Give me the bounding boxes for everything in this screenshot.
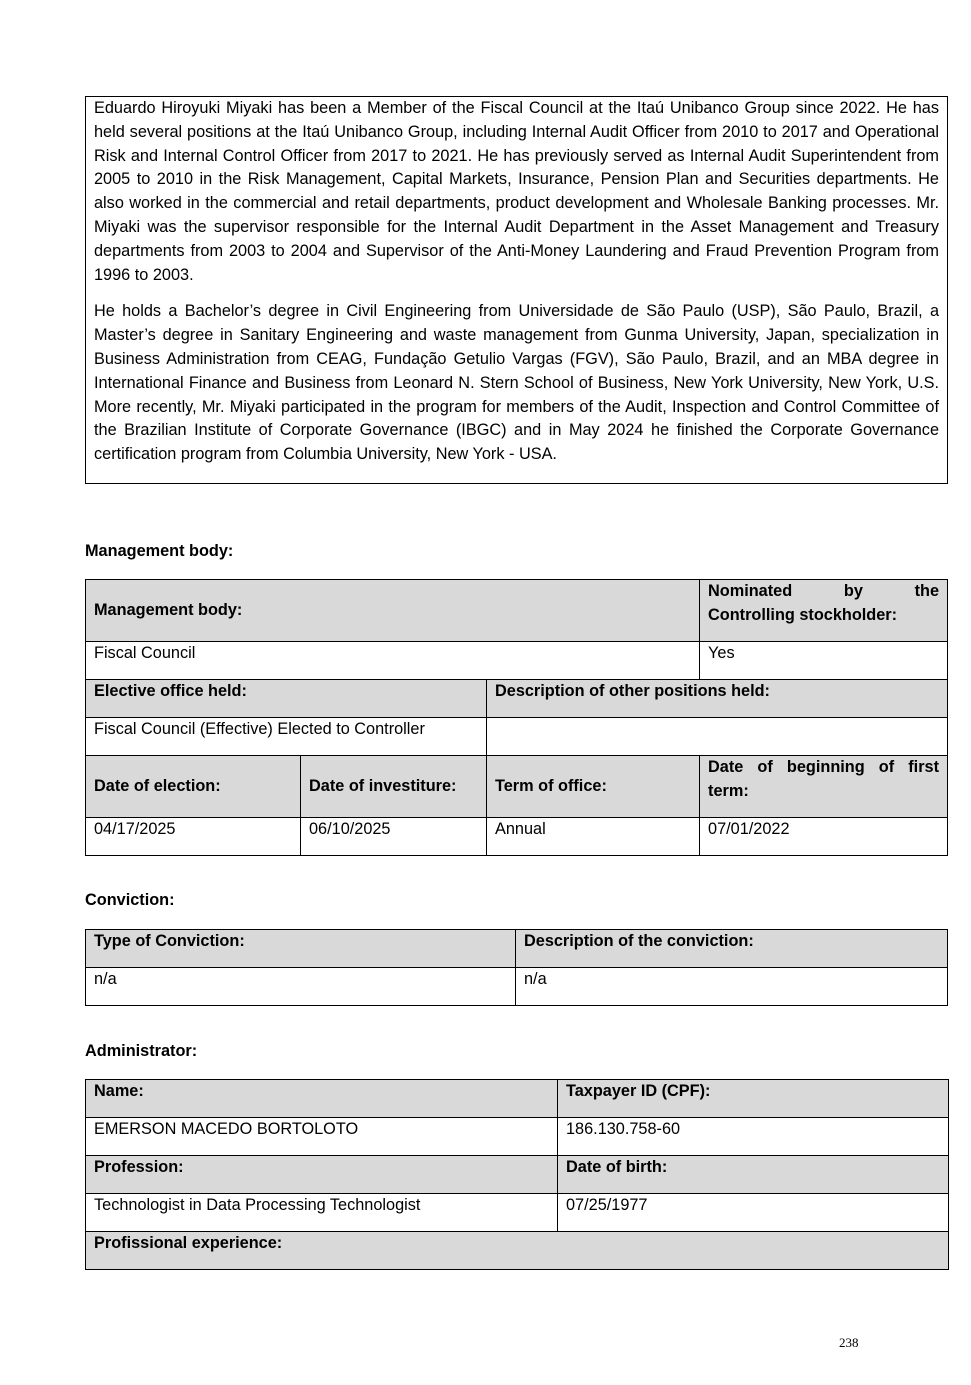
cpf-label: Taxpayer ID (CPF):: [558, 1080, 949, 1118]
biography-box: [85, 96, 948, 484]
table-row: [86, 680, 948, 718]
nominated-label-line-2: Controlling stockholder:: [708, 605, 898, 624]
election-date-label: Date of election:: [86, 756, 301, 818]
nominated-value: Yes: [700, 642, 948, 680]
table-row: [86, 930, 948, 968]
election-date-value: 04/17/2025: [86, 818, 301, 856]
table-row: [86, 1118, 949, 1156]
term-of-office-label: Term of office:: [487, 756, 700, 818]
conviction-type-value: n/a: [86, 968, 516, 1006]
management-body-value: Fiscal Council: [86, 642, 700, 680]
nominated-label: [700, 580, 948, 642]
management-body-label: Management body:: [86, 580, 700, 642]
cpf-value: 186.130.758-60: [558, 1118, 949, 1156]
term-of-office-value: Annual: [487, 818, 700, 856]
nominated-label-line-1: Nominated by the: [708, 582, 940, 600]
management-body-heading: Management body:: [85, 542, 234, 560]
elective-office-label: Elective office held:: [86, 680, 487, 718]
name-label: Name:: [86, 1080, 558, 1118]
biography-paragraph-1: Eduardo Hiroyuki Miyaki has been a Member of the Fiscal Council at the Itaú Unibanco Group since 2022. He has held several positions at the Itaú Unibanco Group, including Internal Audit Officer from 2010 to 2017 and Operational Risk and Internal Control Officer from 2017 to 2021. He has previously served as Internal Audit Superintendent from 2005 to 2010 in the Risk Management, Capital Markets, Insurance, Pension Plan and Securities departments. He also worked in the commercial and retail departments, product development and Wholesale Banking processes. Mr. Miyaki was the supervisor responsible for the Internal Audit Department in the Asset Management and Treasury departments from 2003 to 2004 and Supervisor of the Anti-Money Laundering and Fraud Prevention Program from 1996 to 2003.: [94, 99, 939, 284]
table-row: [86, 580, 948, 642]
investiture-date-label: Date of investiture:: [301, 756, 487, 818]
table-row: [86, 968, 948, 1006]
professional-experience-label: Profissional experience:: [86, 1232, 949, 1270]
name-value: EMERSON MACEDO BORTOLOTO: [86, 1118, 558, 1156]
elective-office-value: Fiscal Council (Effective) Elected to Controller: [86, 718, 487, 756]
conviction-heading: Conviction:: [85, 891, 175, 909]
birth-date-value: 07/25/1977: [558, 1194, 949, 1232]
table-row: [86, 1194, 949, 1232]
administrator-table: [85, 1079, 949, 1270]
investiture-date-value: 06/10/2025: [301, 818, 487, 856]
other-positions-value: [487, 718, 948, 756]
table-row: [86, 642, 948, 680]
profession-value: Technologist in Data Processing Technologist: [86, 1194, 558, 1232]
conviction-description-value: n/a: [516, 968, 948, 1006]
first-term-label: [700, 756, 948, 818]
conviction-table: [85, 929, 948, 1006]
table-row: [86, 756, 948, 818]
birth-date-label: Date of birth:: [558, 1156, 949, 1194]
table-row: [86, 1232, 949, 1270]
biography-paragraph-2: He holds a Bachelor’s degree in Civil Engineering from Universidade de São Paulo (USP), São Paulo, Brazil, a Master’s degree in Sanitary Engineering and waste management from Gunma University, Japan, specialization in Business Administration from CEAG, Fundação Getulio Vargas (FGV), São Paulo, Brazil, and an MBA degree in International Finance and Business from Leonard N. Stern School of Business, New York University, New York, U.S. More recently, Mr. Miyaki participated in the program for members of the Audit, Inspection and Control Committee of the Brazilian Institute of Corporate Governance (IBGC) and in May 2024 he finished the Corporate Governance certification program from Columbia University, New York - USA.: [94, 302, 939, 464]
first-term-value: 07/01/2022: [700, 818, 948, 856]
other-positions-label: Description of other positions held:: [487, 680, 948, 718]
table-row: [86, 1080, 949, 1118]
page-number: 238: [839, 1335, 859, 1350]
conviction-description-label: Description of the conviction:: [516, 930, 948, 968]
table-row: [86, 1156, 949, 1194]
first-term-label-line-1: Date of beginning of first: [708, 758, 940, 776]
table-row: [86, 718, 948, 756]
table-row: [86, 818, 948, 856]
first-term-label-line-2: term:: [708, 781, 749, 800]
administrator-heading: Administrator:: [85, 1042, 198, 1060]
profession-label: Profession:: [86, 1156, 558, 1194]
management-body-table: [85, 579, 948, 856]
conviction-type-label: Type of Conviction:: [86, 930, 516, 968]
